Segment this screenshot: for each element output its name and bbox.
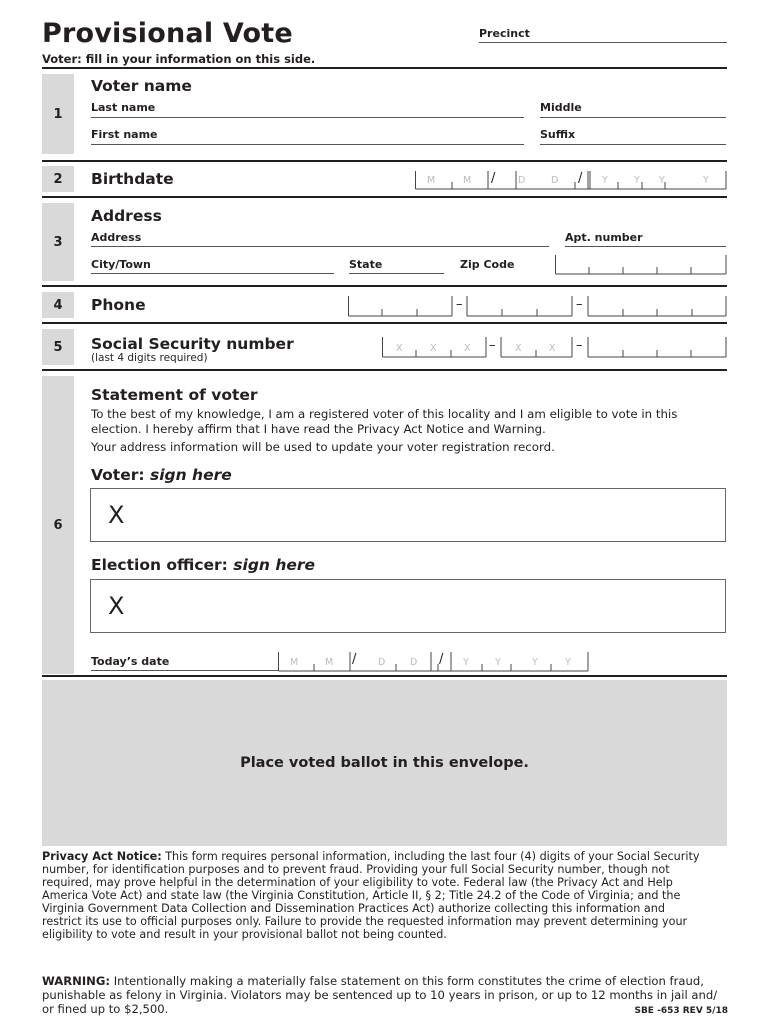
apt-number-label: Apt. number [565, 231, 643, 244]
address-field[interactable] [91, 246, 549, 247]
precinct-label: Precinct [479, 27, 530, 40]
address-notice: Your address information will be used to update your voter registration record. [91, 440, 555, 454]
address-label: Address [91, 231, 142, 244]
warning-label: WARNING: [42, 974, 111, 988]
year-placeholder: Y [602, 175, 608, 186]
voter-name-title: Voter name [91, 77, 192, 95]
middle-field[interactable] [540, 117, 726, 118]
state-field[interactable] [349, 273, 444, 274]
month-placeholder: M [325, 657, 334, 668]
month-placeholder: M [427, 175, 436, 186]
statement-title: Statement of voter [91, 386, 258, 404]
first-name-label: First name [91, 128, 158, 141]
section-number-3: 3 [42, 203, 74, 281]
row-divider [42, 160, 727, 162]
apt-number-field[interactable] [565, 246, 726, 247]
officer-sign-mark: X [108, 592, 125, 620]
zip-code-field[interactable] [555, 254, 727, 275]
row-divider [42, 196, 727, 198]
envelope-instruction: Place voted ballot in this envelope. [240, 755, 529, 771]
month-placeholder: M [290, 657, 299, 668]
privacy-act-notice [42, 850, 702, 941]
ssn-placeholder: X [430, 343, 437, 354]
date-slash: / [578, 171, 583, 186]
ssn-placeholder: X [396, 343, 403, 354]
section-number-1: 1 [42, 74, 74, 154]
privacy-label: Privacy Act Notice: [42, 850, 162, 863]
warning-notice [42, 974, 722, 1016]
ssn-note: (last 4 digits required) [91, 352, 208, 364]
ssn-dash: – [489, 338, 496, 353]
page-title: Provisional Vote [42, 18, 293, 49]
ssn-placeholder: X [464, 343, 471, 354]
suffix-field[interactable] [540, 144, 726, 145]
date-slash: / [491, 171, 496, 186]
phone-title: Phone [91, 296, 146, 314]
section-number-6: 6 [42, 376, 74, 674]
birthdate-title: Birthdate [91, 170, 174, 188]
form-id: SBE -653 REV 5/18 [634, 1006, 728, 1016]
last-name-field[interactable] [91, 117, 524, 118]
row-divider [42, 369, 727, 371]
voter-signature-field[interactable] [90, 488, 726, 542]
statement-text: To the best of my knowledge, I am a registered voter of this locality and I am eligible to vote in this election. I hereby affirm that I have read the Privacy Act Notice and Warning. [91, 407, 678, 436]
middle-label: Middle [540, 101, 582, 114]
year-placeholder: Y [495, 657, 501, 668]
voter-sign-label: Voter: sign here [91, 466, 232, 484]
city-field[interactable] [91, 273, 334, 274]
row-divider [42, 322, 727, 324]
precinct-field[interactable] [479, 42, 727, 43]
year-placeholder: Y [703, 175, 709, 186]
year-placeholder: Y [532, 657, 538, 668]
ssn-title: Social Security number [91, 335, 294, 353]
warning-text: Intentionally making a materially false statement on this form constitutes the crime of election fraud, punishable as felony in Virginia. Violators may be sentenced up to 10 years in prison, or up to 12 months in jail and/ or fined up to $2,500. [42, 974, 718, 1016]
phone-dash: – [576, 297, 583, 312]
year-placeholder: Y [463, 657, 469, 668]
last-name-label: Last name [91, 101, 156, 114]
row-divider [42, 675, 727, 677]
day-placeholder: D [551, 175, 559, 186]
row-divider [42, 285, 727, 287]
day-placeholder: D [378, 657, 386, 668]
officer-signature-field[interactable] [90, 579, 726, 633]
day-placeholder: D [410, 657, 418, 668]
phone-dash: – [456, 297, 463, 312]
suffix-label: Suffix [540, 128, 576, 141]
address-title: Address [91, 207, 162, 225]
phone-field[interactable] [348, 294, 727, 318]
ssn-dash: – [576, 338, 583, 353]
ssn-placeholder: X [549, 343, 556, 354]
day-placeholder: D [518, 175, 526, 186]
voter-sign-mark: X [108, 501, 125, 529]
ssn-placeholder: X [515, 343, 522, 354]
year-placeholder: Y [659, 175, 665, 186]
page-subtitle: Voter: fill in your information on this side. [42, 52, 316, 66]
birthdate-field[interactable] [415, 167, 727, 191]
header-divider [42, 67, 727, 69]
todays-date-underline [91, 670, 279, 671]
privacy-text: This form requires personal information, including the last four (4) digits of your Social Security number, for identification purposes and to prevent fraud. Providing your full Social Security number, though not required, may prove helpful in the determination of your eligibility to vote. Federal law (the Privacy Act and Help America Vote Act) and state law (the Virginia Constitution, Article II, § 2; Title 24.2 of the Code of Virginia; and the Virginia Government Data Collection and Dissemination Practices Act) authorize collecting this information and restrict its use to official purposes only. Failure to provide the requested information may prevent determining your eligibility to vote and result in your provisional ballot not being counted. [42, 850, 700, 941]
todays-date-label: Today’s date [91, 655, 170, 668]
section-number-5: 5 [42, 329, 74, 365]
ballot-envelope-area [42, 680, 727, 846]
year-placeholder: Y [634, 175, 640, 186]
month-placeholder: M [463, 175, 472, 186]
officer-sign-label: Election officer: sign here [91, 556, 316, 574]
city-label: City/Town [91, 258, 151, 271]
section-number-4: 4 [42, 292, 74, 318]
first-name-field[interactable] [91, 144, 524, 145]
zip-label: Zip Code [460, 258, 515, 271]
date-slash: / [439, 652, 444, 667]
year-placeholder: Y [565, 657, 571, 668]
date-slash: / [352, 652, 357, 667]
state-label: State [349, 258, 383, 271]
section-number-2: 2 [42, 166, 74, 192]
